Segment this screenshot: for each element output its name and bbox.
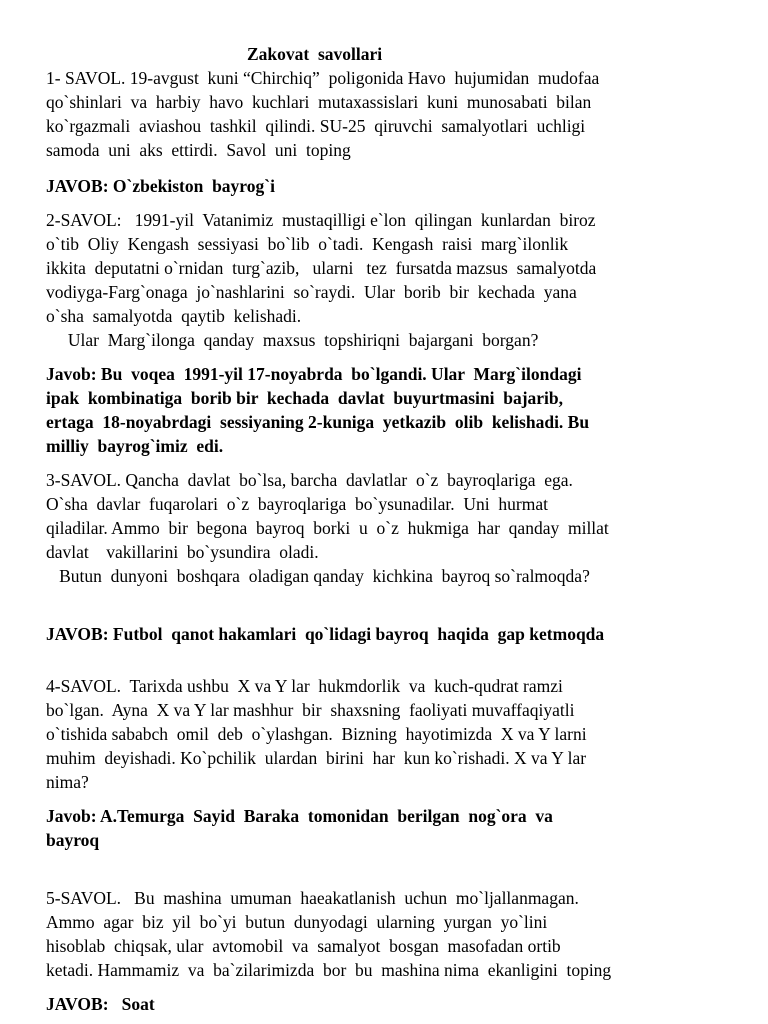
answer-2-line: ertaga 18-noyabrdagi sessiyaning 2-kuniga yetkazib olib kelishadi. Bu: [46, 412, 590, 432]
question-5-line: Ammo agar biz yil bo`yi butun dunyodagi ularning yurgan yo`lini: [46, 912, 548, 932]
question-2-line: o`sha samalyotda qaytib kelishadi.: [46, 306, 302, 326]
question-3-line: 3-SAVOL. Qancha davlat bo`lsa, barcha davlatlar o`z bayroqlariga ega.: [46, 470, 573, 490]
question-1-line: samoda uni aks ettirdi. Savol uni toping: [46, 140, 351, 160]
answer-2-line: Javob: Bu voqea 1991-yil 17-noyabrda bo`lgandi. Ular Marg`ilondagi: [46, 364, 582, 384]
question-2-line: Ular Marg`ilonga qanday maxsus topshiriqni bajargani borgan?: [46, 330, 539, 350]
question-3-line: Butun dunyoni boshqara oladigan qanday kichkina bayroq so`ralmoqda?: [46, 566, 590, 586]
answer-4-line: bayroq: [46, 830, 100, 850]
question-2-line: o`tib Oliy Kengash sessiyasi bo`lib o`tadi. Kengash raisi marg`ilonlik: [46, 234, 569, 254]
question-5-line: 5-SAVOL. Bu mashina umuman haeakatlanish uchun mo`ljallanmagan.: [46, 888, 579, 908]
question-4-line: muhim deyishadi. Ko`pchilik ulardan birini har kun ko`rishadi. X va Y lar: [46, 748, 587, 768]
question-1-line: 1- SAVOL. 19-avgust kuni “Chirchiq” poligonida Havo hujumidan mudofaa: [46, 68, 600, 88]
answer-4-line: Javob: A.Temurga Sayid Baraka tomonidan berilgan nog`ora va: [46, 806, 553, 826]
question-1-line: ko`rgazmali aviashou tashkil qilindi. SU-25 qiruvchi samalyotlari uchligi: [46, 116, 586, 136]
question-5-line: ketadi. Hammamiz va ba`zilarimizda bor bu mashina nima ekanligini toping: [46, 960, 612, 980]
question-4-line: bo`lgan. Ayna X va Y lar mashhur bir shaxsning faoliyati muvaffaqiyatli: [46, 700, 575, 720]
answer-3-line: JAVOB: Futbol qanot hakamlari qo`lidagi bayroq haqida gap ketmoqda: [46, 624, 605, 644]
question-2-line: 2-SAVOL: 1991-yil Vatanimiz mustaqilligi e`lon qilingan kunlardan biroz: [46, 210, 596, 230]
question-3-line: qiladilar. Ammo bir begona bayroq borki u o`z hukmiga har qanday millat: [46, 518, 609, 538]
question-3-line: davlat vakillarini bo`ysundira oladi.: [46, 542, 319, 562]
question-4-line: o`tishida sababch omil deb o`ylashgan. Bizning hayotimizda X va Y larni: [46, 724, 587, 744]
question-2-line: ikkita deputatni o`rnidan turg`azib, ularni tez fursatda mazsus samalyotda: [46, 258, 597, 278]
question-4-line: 4-SAVOL. Tarixda ushbu X va Y lar hukmdorlik va kuch-qudrat ramzi: [46, 676, 563, 696]
answer-2-line: ipak kombinatiga borib bir kechada davlat buyurtmasini bajarib,: [46, 388, 564, 408]
question-1-line: qo`shinlari va harbiy havo kuchlari mutaxassislari kuni munosabati bilan: [46, 92, 592, 112]
question-3-line: O`sha davlar fuqarolari o`z bayroqlariga bo`ysunadilar. Uni hurmat: [46, 494, 548, 514]
document-title: Zakovat savollari: [247, 44, 383, 64]
question-5-line: hisoblab chiqsak, ular avtomobil va samalyot bosgan masofadan ortib: [46, 936, 561, 956]
answer-1-line: JAVOB: O`zbekiston bayrog`i: [46, 176, 275, 196]
answer-5-line: JAVOB: Soat: [46, 994, 155, 1014]
question-2-line: vodiyga-Farg`onaga jo`nashlarini so`raydi. Ular borib bir kechada yana: [46, 282, 577, 302]
answer-2-line: milliy bayrog`imiz edi.: [46, 436, 224, 456]
question-4-line: nima?: [46, 772, 89, 792]
